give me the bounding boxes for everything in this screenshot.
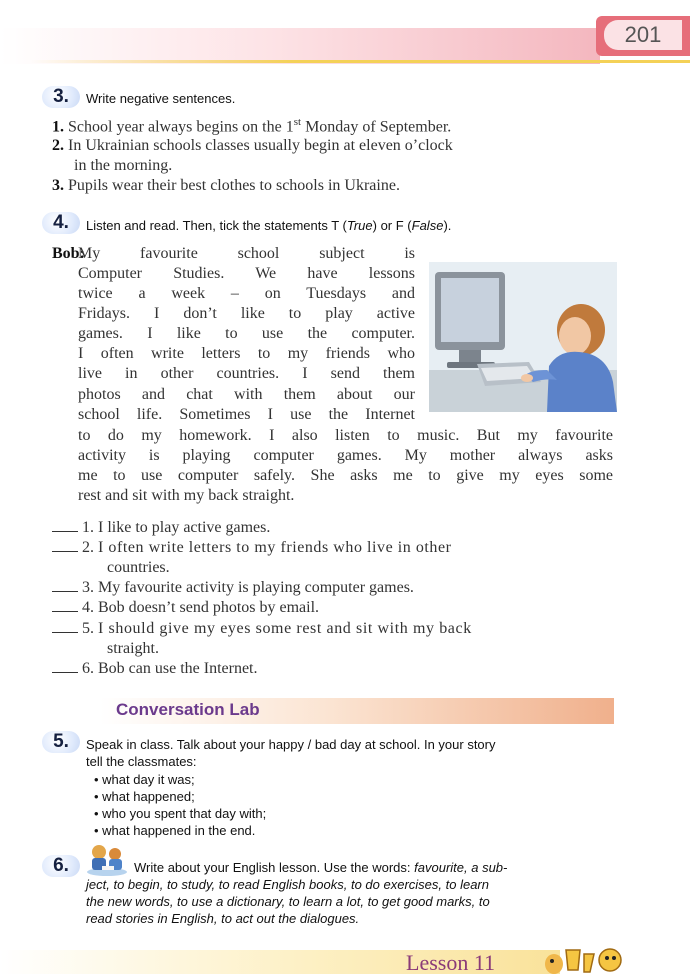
conversation-lab-banner <box>100 698 614 724</box>
bob-text-line: photos and chat with them about our <box>78 386 415 403</box>
bob-text-line: school life. Sometimes I use the Internet <box>78 406 415 423</box>
task6-word-list: ject, to begin, to study, to read English books, to do exercises, to learn <box>86 877 489 892</box>
task5-bullet: • who you spent that day with; <box>94 806 267 821</box>
statement-5 <box>52 620 472 638</box>
bob-text-line: I often write letters to my friends who <box>78 345 415 362</box>
statement-text: Bob doesn’t send photos by email. <box>98 599 320 616</box>
item-number: 3. <box>52 177 64 194</box>
statement-1 <box>52 519 270 537</box>
item-text: In Ukrainian schools classes usually begin at eleven o’clock <box>68 137 453 154</box>
statement-3 <box>52 579 414 597</box>
task-number-3: 3. <box>42 86 80 108</box>
item-text: Pupils wear their best clothes to schools in Ukraine. <box>68 177 400 194</box>
instruction-text-mid: ) or F ( <box>372 218 412 233</box>
answer-blank[interactable] <box>52 620 78 633</box>
page-number-tab <box>596 16 690 56</box>
task5-bullet: • what day it was; <box>94 772 195 787</box>
task3-item-2-cont: in the morning. <box>74 157 173 174</box>
page-header <box>0 0 690 80</box>
statement-number: 2. <box>82 539 94 556</box>
item-text-end: Monday of September. <box>301 118 452 136</box>
task3-item-2 <box>52 137 453 155</box>
bob-text-line: My favourite school subject is <box>78 245 415 262</box>
statement-text: I like to play active games. <box>98 519 271 536</box>
item-text: School year always begins on the 1 <box>68 118 294 136</box>
statement-2-cont: countries. <box>107 559 170 576</box>
task5-instruction: Speak in class. Talk about your happy / bad day at school. In your story <box>86 737 496 752</box>
statement-4 <box>52 599 319 617</box>
word-list: favourite, a sub- <box>414 860 508 875</box>
statement-text: Bob can use the Internet. <box>98 660 258 677</box>
statement-number: 1. <box>82 519 94 536</box>
false-label: False <box>411 218 444 233</box>
statement-text: I often write letters to my friends who live in other <box>98 539 452 556</box>
boy-at-computer-illustration <box>429 262 617 412</box>
footer-lesson <box>406 950 495 976</box>
statement-number: 5. <box>82 620 94 637</box>
answer-blank[interactable] <box>52 660 78 673</box>
conversation-lab-title: Conversation Lab <box>116 700 260 719</box>
task5-instruction-cont: tell the classmates: <box>86 754 197 769</box>
task-number-4: 4. <box>42 212 80 234</box>
statement-number: 6. <box>82 660 94 677</box>
task3-item-3 <box>52 177 400 195</box>
bob-text-line: games. I like to use the computer. <box>78 325 415 342</box>
statement-6 <box>52 660 258 678</box>
ordinal-suffix: st <box>293 116 302 128</box>
page-number: 201 <box>604 20 682 50</box>
statement-5-cont: straight. <box>107 640 159 657</box>
task3-item-1 <box>52 116 451 136</box>
bob-text-line: me to use computer safely. She asks me to give my eyes some <box>78 467 613 484</box>
statement-text: My favourite activity is playing computer games. <box>98 579 414 596</box>
writing-kids-icon <box>86 842 128 876</box>
statement-number: 3. <box>82 579 94 596</box>
lesson-number: 11 <box>473 950 496 975</box>
bob-text-line: twice a week – on Tuesdays and <box>78 285 415 302</box>
statement-number: 4. <box>82 599 94 616</box>
task3-instruction: Write negative sentences. <box>86 91 236 106</box>
task-number-6: 6. <box>42 855 80 877</box>
true-label: True <box>346 218 373 233</box>
statement-2 <box>52 539 613 557</box>
instruction-text: Listen and read. Then, tick the statements T ( <box>86 218 347 233</box>
instruction-text-end: ). <box>443 218 452 233</box>
instruction-text: Write about your English lesson. Use the words: <box>134 860 411 875</box>
unit-mascot-icon <box>540 944 630 976</box>
bob-text-line: activity is playing computer games. My mother always asks <box>78 447 613 464</box>
bob-text-line: live in other countries. I send them <box>78 365 415 382</box>
task-number-5: 5. <box>42 731 80 753</box>
bob-text-line: Computer Studies. We have lessons <box>78 265 415 282</box>
lesson-label: Lesson <box>406 950 469 975</box>
task5-bullet: • what happened in the end. <box>94 823 256 838</box>
answer-blank[interactable] <box>52 599 78 612</box>
bob-text-line: rest and sit with my back straight. <box>78 487 295 504</box>
bob-text-line: to do my homework. I also listen to music. But my favourite <box>78 427 613 444</box>
header-rule <box>30 60 690 63</box>
answer-blank[interactable] <box>52 579 78 592</box>
task4-instruction <box>86 218 451 233</box>
task6-word-list: read stories in English, to act out the dialogues. <box>86 911 360 926</box>
answer-blank[interactable] <box>52 519 78 532</box>
item-number: 1. <box>52 118 64 136</box>
item-number: 2. <box>52 137 64 154</box>
speaker-name: Bob: <box>52 245 85 262</box>
bob-text-line: Fridays. I don’t like to play active <box>78 305 415 322</box>
task5-bullet: • what happened; <box>94 789 195 804</box>
statement-text: I should give my eyes some rest and sit with my back <box>98 620 472 637</box>
task6-word-list: the new words, to use a dictionary, to learn a lot, to get good marks, to <box>86 894 490 909</box>
answer-blank[interactable] <box>52 539 78 552</box>
task6-instruction <box>134 860 507 875</box>
header-band <box>0 28 600 64</box>
